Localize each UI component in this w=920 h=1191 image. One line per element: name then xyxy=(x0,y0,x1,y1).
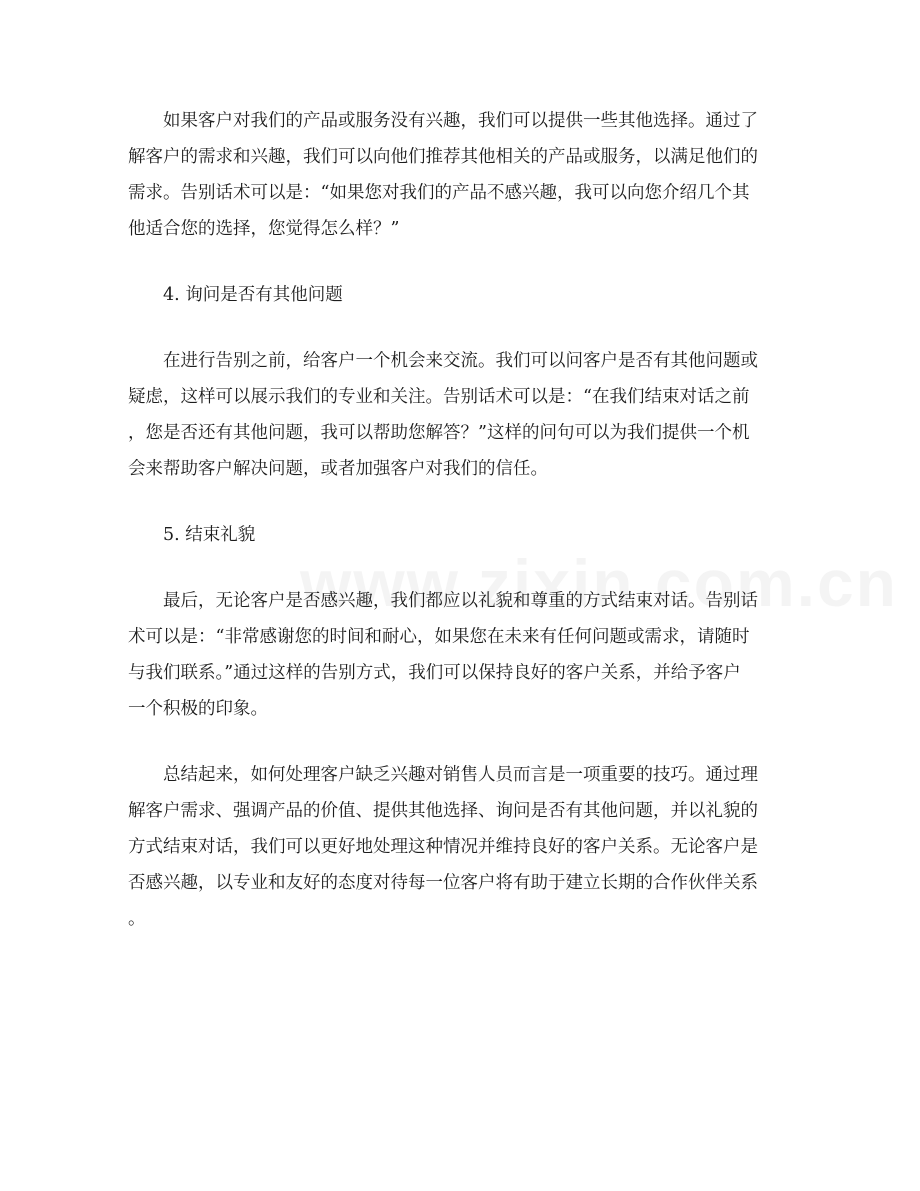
paragraph-line: 。 xyxy=(128,909,146,929)
paragraph-line: 他适合您的选择，您觉得怎么样？” xyxy=(128,219,400,239)
body-paragraph xyxy=(128,757,796,937)
paragraph-line: 最后，无论客户是否感兴趣，我们都应以礼貌和尊重的方式结束对话。告别话 xyxy=(163,591,758,611)
paragraph-line: 在进行告别之前，给客户一个机会来交流。我们可以问客户是否有其他问题或 xyxy=(163,351,758,371)
paragraph-line: 总结起来，如何处理客户缺乏兴趣对销售人员而言是一项重要的技巧。通过理 xyxy=(163,765,758,785)
section-heading: 4. 询问是否有其他问题 xyxy=(163,285,343,305)
paragraph-line: 方式结束对话，我们可以更好地处理这种情况并维持良好的客户关系。无论客户是 xyxy=(128,837,758,857)
paragraph-line: ，您是否还有其他问题，我可以帮助您解答？”这样的问句可以为我们提供一个机 xyxy=(128,423,750,443)
paragraph-line: 解客户的需求和兴趣，我们可以向他们推荐其他相关的产品或服务，以满足他们的 xyxy=(128,147,758,167)
paragraph-line: 疑虑，这样可以展示我们的专业和关注。告别话术可以是：“在我们结束对话之前 xyxy=(128,387,750,407)
paragraph-line: 解客户需求、强调产品的价值、提供其他选择、询问是否有其他问题，并以礼貌的 xyxy=(128,801,758,821)
paragraph-line: 与我们联系。”通过这样的告别方式，我们可以保持良好的客户关系，并给予客户 xyxy=(128,663,741,683)
paragraph-line: 否感兴趣，以专业和友好的态度对待每一位客户将有助于建立长期的合作伙伴关系 xyxy=(128,873,758,893)
paragraph-line: 如果客户对我们的产品或服务没有兴趣，我们可以提供一些其他选择。通过了 xyxy=(163,111,758,131)
body-paragraph xyxy=(128,343,796,487)
paragraph-line: 术可以是：“非常感谢您的时间和耐心，如果您在未来有任何问题或需求，请随时 xyxy=(128,627,750,647)
body-paragraph xyxy=(128,103,796,247)
body-paragraph xyxy=(128,583,796,727)
paragraph-line: 一个积极的印象。 xyxy=(128,699,268,719)
section-heading: 5. 结束礼貌 xyxy=(163,525,256,545)
paragraph-line: 需求。告别话术可以是：“如果您对我们的产品不感兴趣，我可以向您介绍几个其 xyxy=(128,183,750,203)
document-body xyxy=(128,103,796,967)
paragraph-line: 会来帮助客户解决问题，或者加强客户对我们的信任。 xyxy=(128,459,548,479)
